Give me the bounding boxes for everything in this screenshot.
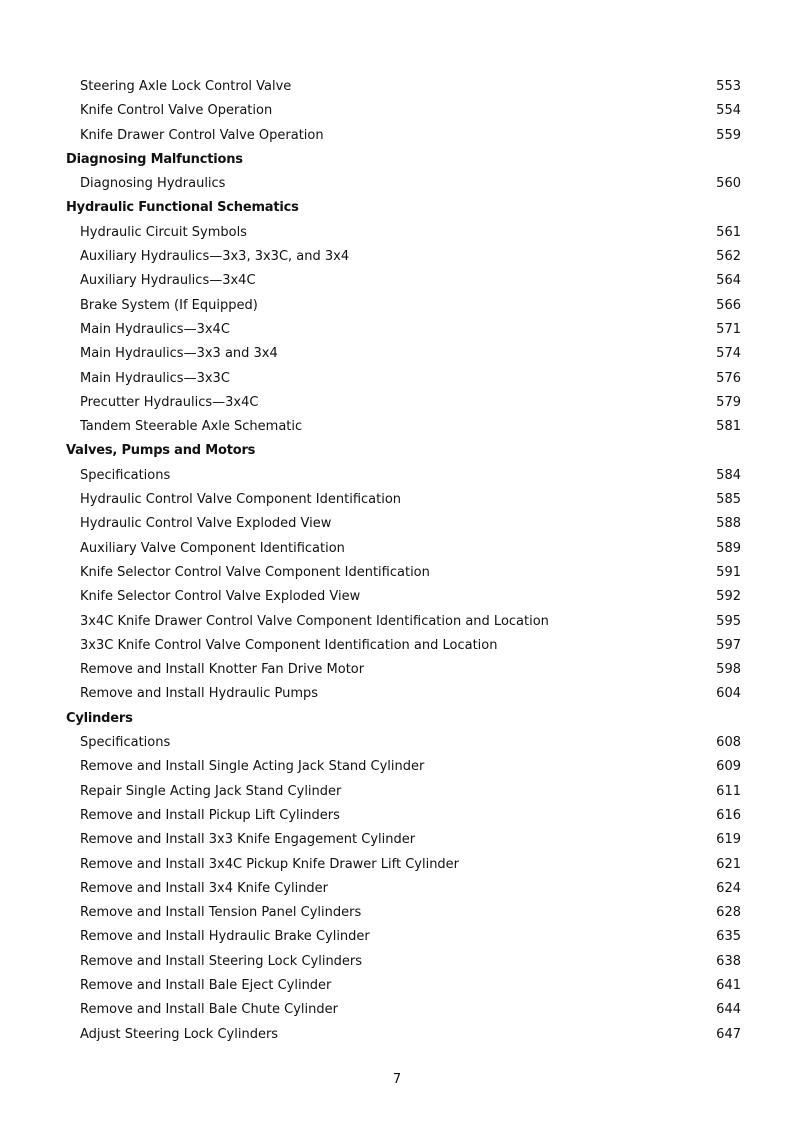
toc-entry[interactable]	[0, 99, 794, 123]
entry-title: Hydraulic Control Valve Exploded View	[80, 516, 332, 532]
page-number: 7	[392, 1072, 402, 1087]
toc-entry[interactable]	[0, 75, 794, 99]
entry-title: Auxiliary Hydraulics—3x3, 3x3C, and 3x4	[80, 249, 350, 265]
entry-title: Remove and Install 3x4C Pickup Knife Drawer Lift Cylinder	[80, 856, 460, 872]
entry-page-number: 598	[716, 662, 741, 678]
entry-title: Main Hydraulics—3x4C	[80, 321, 230, 337]
entry-title: Knife Control Valve Operation	[80, 103, 273, 119]
entry-page-number: 619	[716, 832, 741, 848]
entry-page-number: 621	[716, 856, 741, 872]
entry-page-number: 628	[716, 905, 741, 921]
entry-title: Specifications	[80, 735, 171, 751]
toc-entry[interactable]	[0, 585, 794, 609]
entry-page-number: 562	[716, 249, 741, 265]
toc-entry[interactable]	[0, 318, 794, 342]
entry-page-number: 581	[716, 419, 741, 435]
entry-title: Remove and Install 3x3 Knife Engagement Cylinder	[80, 832, 416, 848]
entry-page-number: 611	[716, 783, 741, 799]
entry-page-number: 641	[716, 977, 741, 993]
entry-title: Main Hydraulics—3x3C	[80, 370, 230, 386]
entry-page-number: 608	[716, 735, 741, 751]
entry-title: Remove and Install 3x4 Knife Cylinder	[80, 880, 329, 896]
entry-title: Repair Single Acting Jack Stand Cylinder	[80, 783, 342, 799]
entry-page-number: 571	[716, 321, 741, 337]
entry-title: Diagnosing Hydraulics	[80, 176, 226, 192]
toc-entry[interactable]	[0, 974, 794, 998]
toc-entry[interactable]	[0, 877, 794, 901]
entry-page-number: 616	[716, 807, 741, 823]
toc-entry[interactable]	[0, 367, 794, 391]
toc-entry[interactable]	[0, 804, 794, 828]
toc-entry[interactable]	[0, 1023, 794, 1047]
section-title: Valves, Pumps and Motors	[66, 443, 256, 459]
entry-page-number: 588	[716, 516, 741, 532]
toc-entry[interactable]	[0, 488, 794, 512]
toc-entry[interactable]	[0, 755, 794, 779]
toc-entry[interactable]	[0, 269, 794, 293]
toc-section-heading	[0, 148, 794, 172]
toc-entry[interactable]	[0, 901, 794, 925]
entry-page-number: 592	[716, 589, 741, 605]
toc-entry[interactable]	[0, 391, 794, 415]
entry-title: Adjust Steering Lock Cylinders	[80, 1026, 279, 1042]
toc-section-heading	[0, 707, 794, 731]
entry-title: Auxiliary Hydraulics—3x4C	[80, 273, 256, 289]
section-title: Cylinders	[66, 710, 133, 726]
entry-page-number: 597	[716, 637, 741, 653]
entry-page-number: 604	[716, 686, 741, 702]
toc-entry[interactable]	[0, 780, 794, 804]
toc-entry[interactable]	[0, 464, 794, 488]
toc-entry[interactable]	[0, 610, 794, 634]
entry-title: Remove and Install Bale Chute Cylinder	[80, 1002, 338, 1018]
toc-entry[interactable]	[0, 124, 794, 148]
entry-page-number: 559	[716, 127, 741, 143]
toc-entry[interactable]	[0, 537, 794, 561]
toc-section-heading	[0, 439, 794, 463]
entry-title: Knife Selector Control Valve Component Identification	[80, 564, 430, 580]
entry-title: Remove and Install Single Acting Jack Stand Cylinder	[80, 759, 425, 775]
entry-page-number: 647	[716, 1026, 741, 1042]
table-of-contents	[0, 75, 794, 1047]
entry-page-number: 566	[716, 297, 741, 313]
entry-page-number: 554	[716, 103, 741, 119]
toc-entry[interactable]	[0, 221, 794, 245]
entry-title: Remove and Install Bale Eject Cylinder	[80, 977, 332, 993]
toc-section-heading	[0, 196, 794, 220]
entry-title: Brake System (If Equipped)	[80, 297, 258, 313]
toc-entry[interactable]	[0, 342, 794, 366]
toc-entry[interactable]	[0, 294, 794, 318]
toc-entry[interactable]	[0, 634, 794, 658]
toc-entry[interactable]	[0, 415, 794, 439]
entry-title: Hydraulic Control Valve Component Identification	[80, 492, 402, 508]
entry-title: 3x3C Knife Control Valve Component Identification and Location	[80, 637, 498, 653]
section-title: Hydraulic Functional Schematics	[66, 200, 299, 216]
entry-page-number: 576	[716, 370, 741, 386]
toc-entry[interactable]	[0, 512, 794, 536]
entry-title: Remove and Install Pickup Lift Cylinders	[80, 807, 340, 823]
toc-entry[interactable]	[0, 998, 794, 1022]
entry-page-number: 624	[716, 880, 741, 896]
entry-page-number: 635	[716, 929, 741, 945]
toc-entry[interactable]	[0, 828, 794, 852]
entry-page-number: 561	[716, 224, 741, 240]
entry-title: Auxiliary Valve Component Identification	[80, 540, 345, 556]
entry-title: Remove and Install Steering Lock Cylinders	[80, 953, 363, 969]
entry-title: Tandem Steerable Axle Schematic	[80, 419, 303, 435]
entry-title: Precutter Hydraulics—3x4C	[80, 394, 259, 410]
entry-title: Steering Axle Lock Control Valve	[80, 79, 292, 94]
entry-title: Knife Selector Control Valve Exploded View	[80, 589, 361, 605]
entry-page-number: 584	[716, 467, 741, 483]
entry-title: Hydraulic Circuit Symbols	[80, 224, 247, 240]
entry-page-number: 553	[716, 79, 741, 94]
entry-title: Remove and Install Hydraulic Brake Cylinder	[80, 929, 370, 945]
entry-page-number: 591	[716, 564, 741, 580]
entry-page-number: 638	[716, 953, 741, 969]
toc-entry[interactable]	[0, 925, 794, 949]
toc-entry[interactable]	[0, 245, 794, 269]
entry-title: Specifications	[80, 467, 171, 483]
toc-entry[interactable]	[0, 172, 794, 196]
entry-page-number: 560	[716, 176, 741, 192]
entry-title: Remove and Install Hydraulic Pumps	[80, 686, 319, 702]
toc-entry[interactable]	[0, 853, 794, 877]
entry-page-number: 574	[716, 346, 741, 362]
entry-title: 3x4C Knife Drawer Control Valve Component Identification and Location	[80, 613, 549, 629]
entry-page-number: 564	[716, 273, 741, 289]
toc-entry[interactable]	[0, 561, 794, 585]
entry-page-number: 585	[716, 492, 741, 508]
toc-entry[interactable]	[0, 950, 794, 974]
entry-title: Knife Drawer Control Valve Operation	[80, 127, 324, 143]
toc-entry[interactable]	[0, 682, 794, 706]
entry-title: Remove and Install Tension Panel Cylinders	[80, 905, 362, 921]
toc-entry[interactable]	[0, 658, 794, 682]
entry-page-number: 595	[716, 613, 741, 629]
toc-entry[interactable]	[0, 731, 794, 755]
entry-page-number: 609	[716, 759, 741, 775]
entry-title: Remove and Install Knotter Fan Drive Motor	[80, 662, 365, 678]
entry-title: Main Hydraulics—3x3 and 3x4	[80, 346, 278, 362]
entry-page-number: 589	[716, 540, 741, 556]
section-title: Diagnosing Malfunctions	[66, 151, 243, 167]
entry-page-number: 579	[716, 394, 741, 410]
entry-page-number: 644	[716, 1002, 741, 1018]
